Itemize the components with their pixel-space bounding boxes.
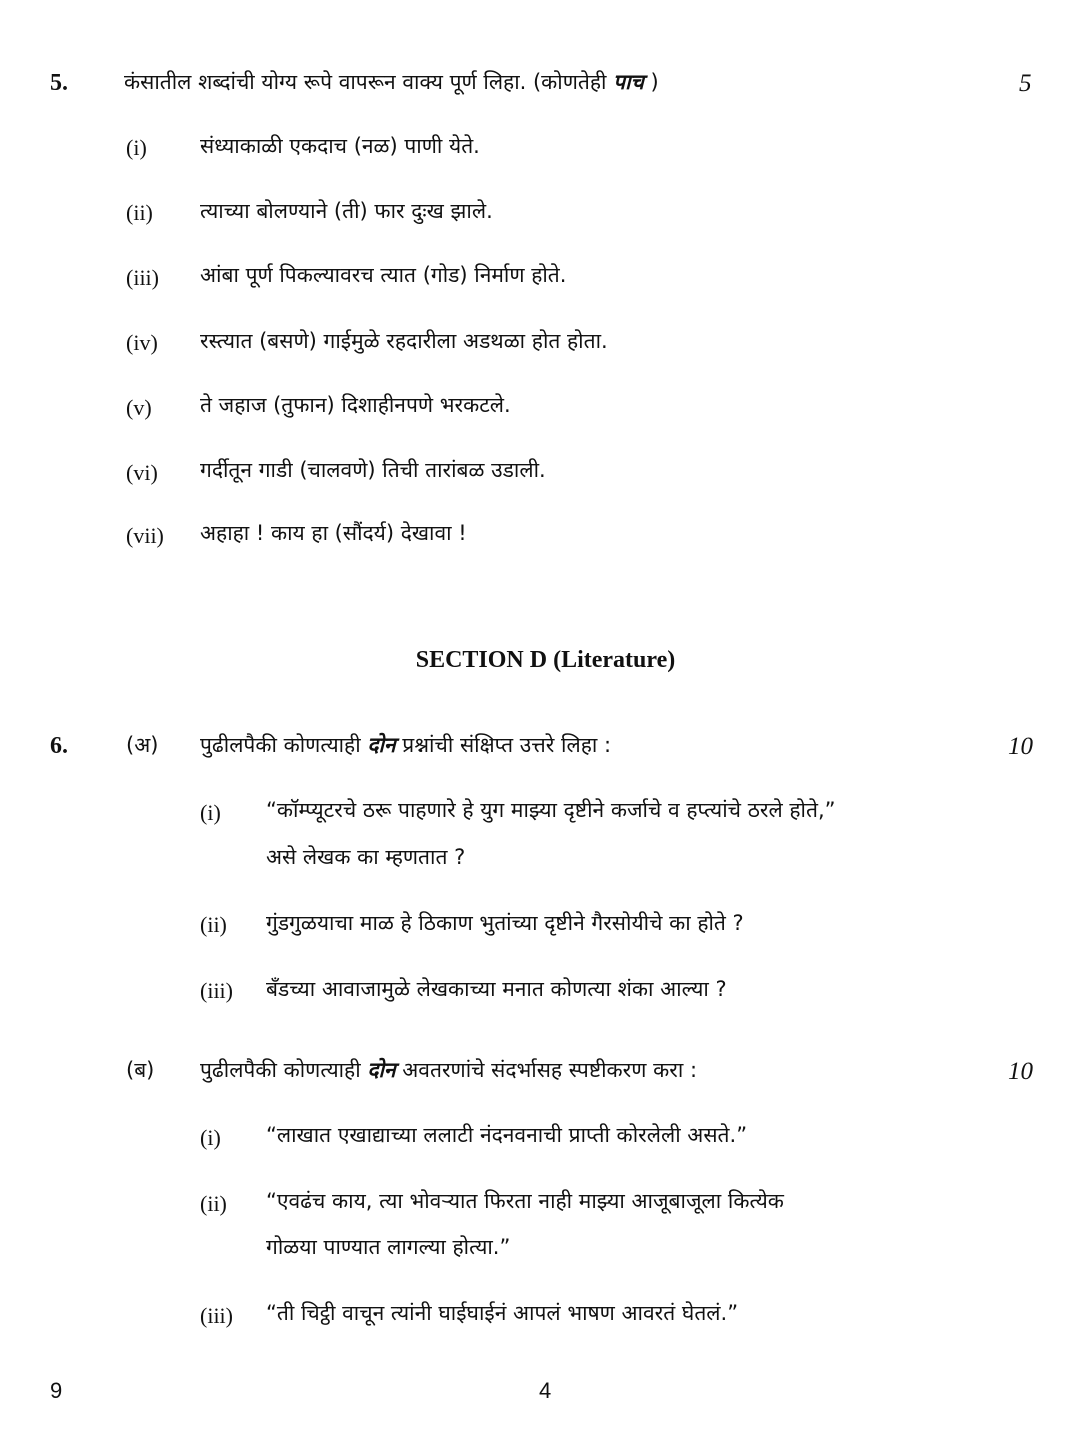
q6-number: 6. [50, 733, 68, 759]
q5-item-label: (v) [126, 395, 152, 420]
q6b-marks: 10 [1008, 1058, 1033, 1085]
q5-item-text: गर्दीतून गाडी (चालवणे) तिची तारांबळ उडाली. [200, 458, 546, 482]
q5-number: 5. [50, 70, 68, 96]
q5-item-text: त्याच्या बोलण्याने (ती) फार दुःख झाले. [200, 199, 493, 223]
q6a-item-line: “कॉम्प्यूटरचे ठरू पाहणारे हे युग माझ्या दृष्टीने कर्जाचे व हप्त्यांचे ठरले होते,” [266, 798, 836, 822]
q5-item-text: रस्त्यात (बसणे) गाईमुळे रहदारीला अडथळा होत होता. [200, 329, 608, 353]
q5-instruction-pre: कंसातील शब्दांची योग्य रूपे वापरून वाक्य पूर्ण लिहा. (कोणतेही [124, 70, 614, 94]
q5-item-label: (iv) [126, 330, 158, 355]
q6b-item-line: गोळया पाण्यात लागल्या होत्या.” [266, 1235, 511, 1259]
page-number: 4 [539, 1378, 552, 1403]
q6a-instruction-emph: दोन [367, 733, 396, 757]
q5-item-text: अहाहा ! काय हा (सौंदर्य) देखावा ! [200, 521, 467, 545]
q6b-instruction [200, 1056, 697, 1084]
q6a-item-line: असे लेखक का म्हणतात ? [266, 845, 466, 869]
q6a-item-label: (iii) [200, 978, 233, 1003]
q6b-item-label: (i) [200, 1125, 221, 1150]
q6a-instruction-pre: पुढीलपैकी कोणत्याही [200, 733, 368, 757]
q5-item-text: संध्याकाळी एकदाच (नळ) पाणी येते. [200, 134, 480, 158]
q6a-marks: 10 [1008, 733, 1033, 760]
q5-item-text: आंबा पूर्ण पिकल्यावरच त्यात (गोड) निर्माण होते. [200, 263, 567, 287]
q6b-item-label: (iii) [200, 1303, 233, 1328]
section-heading: SECTION D (Literature) [415, 647, 676, 673]
q5-item-label: (ii) [126, 200, 153, 225]
q6a-instruction-post: प्रश्नांची संक्षिप्त उत्तरे लिहा : [395, 733, 612, 757]
q6b-item-line: “एवढंच काय, त्या भोवऱ्यात फिरता नाही माझ्या आजूबाजूला कित्येक [266, 1189, 784, 1213]
q6b-item-line: “लाखात एखाद्याच्या ललाटी नंदनवनाची प्राप्ती कोरलेली असते.” [266, 1123, 748, 1147]
q6b-instruction-pre: पुढीलपैकी कोणत्याही [200, 1058, 368, 1082]
q6a-item-label: (i) [200, 800, 221, 825]
q6a-label: (अ) [126, 733, 159, 757]
q5-item-text: ते जहाज (तुफान) दिशाहीनपणे भरकटले. [200, 393, 511, 417]
q6b-instruction-emph: दोन [367, 1058, 396, 1082]
q6a-item-label: (ii) [200, 912, 227, 937]
q5-item-label: (iii) [126, 265, 159, 290]
q5-item-label: (vii) [126, 523, 164, 548]
q6b-item-label: (ii) [200, 1191, 227, 1216]
q5-instruction [124, 68, 659, 96]
q5-item-label: (vi) [126, 460, 158, 485]
q6a-item-line: बँडच्या आवाजामुळे लेखकाच्या मनात कोणत्या शंका आल्या ? [266, 977, 727, 1001]
q5-instruction-post: ) [643, 70, 659, 94]
q6b-item-line: “ती चिट्ठी वाचून त्यांनी घाईघाईनं आपलं भाषण आवरतं घेतलं.” [266, 1301, 739, 1325]
q6b-instruction-post: अवतरणांचे संदर्भासह स्पष्टीकरण करा : [395, 1058, 698, 1082]
q5-instruction-emph: पाच [613, 70, 644, 94]
q6b-label: (ब) [126, 1058, 155, 1082]
q6a-instruction [200, 731, 611, 759]
q5-marks: 5 [1019, 70, 1032, 97]
q6a-item-line: गुंडगुळयाचा माळ हे ठिकाण भुतांच्या दृष्टीने गैरसोयीचे का होते ? [266, 911, 744, 935]
q5-item-label: (i) [126, 135, 147, 160]
footer-code: 9 [50, 1378, 63, 1403]
